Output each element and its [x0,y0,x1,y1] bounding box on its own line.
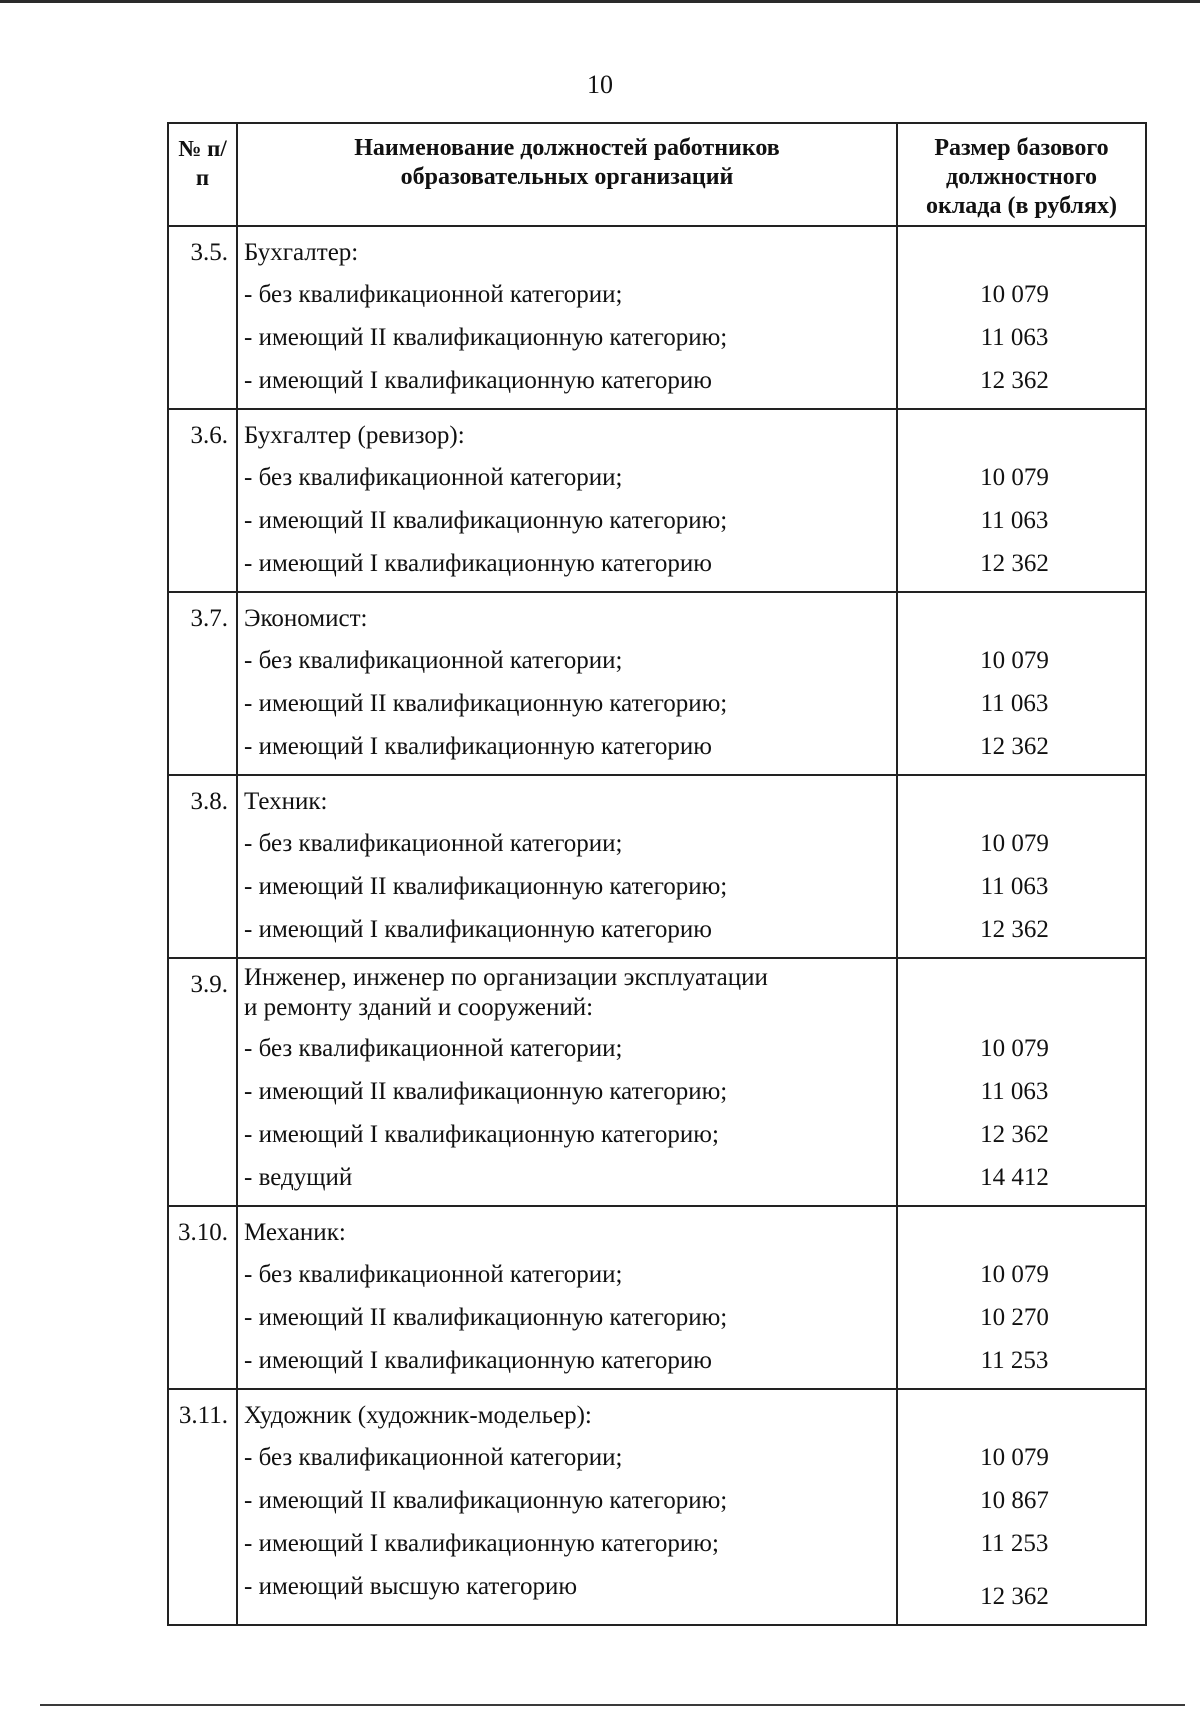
position-title: Механик: [244,1219,346,1246]
salary-value: 12 362 [980,367,1049,394]
value-spacer [904,414,1139,456]
position-title: Экономист: [244,605,368,632]
value-spacer [904,963,1139,993]
position-item: - без квалификационной категории; [244,281,623,308]
position-item: - имеющий II квалификационную категорию; [244,690,728,717]
salary-value: 12 362 [980,1583,1049,1610]
section-number: 3.8. [168,775,237,958]
section-salaries [897,409,1146,592]
value-spacer [904,1211,1139,1253]
salary-value: 10 270 [980,1304,1049,1331]
section-positions [237,775,897,958]
position-item: - имеющий I квалификационную категорию [244,916,712,943]
position-item: - имеющий II квалификационную категорию; [244,1304,728,1331]
position-item: - имеющий высшую категорию [244,1573,578,1600]
section-positions [237,958,897,1206]
position-item: - имеющий II квалификационную категорию; [244,1078,728,1105]
section-number: 3.9. [168,958,237,1206]
section-positions [237,409,897,592]
section-number: 3.6. [168,409,237,592]
salary-value: 10 079 [980,1035,1049,1062]
section-salaries [897,1389,1146,1625]
position-item: - имеющий I квалификационную категорию [244,1347,712,1374]
position-title: Инженер, инженер по организации эксплуатации [244,964,768,991]
salary-value: 11 253 [980,1347,1049,1374]
section-row [168,592,1146,775]
position-item: - без квалификационной категории; [244,1035,623,1062]
salary-value: 11 063 [980,1078,1049,1105]
header-base-salary: Размер базового должностного оклада (в рублях) [897,123,1146,226]
salary-value: 12 362 [980,733,1049,760]
salary-value: 12 362 [980,550,1049,577]
position-title: Техник: [244,788,328,815]
position-title: Бухгалтер (ревизор): [244,422,465,449]
position-title: Бухгалтер: [244,239,359,266]
position-item: - имеющий I квалификационную категорию; [244,1530,719,1557]
section-salaries [897,1206,1146,1389]
section-positions [237,226,897,409]
section-number: 3.5. [168,226,237,409]
position-item: - без квалификационной категории; [244,1444,623,1471]
salary-value: 11 253 [980,1530,1049,1557]
position-item: - имеющий II квалификационную категорию; [244,873,728,900]
position-item: - без квалификационной категории; [244,464,623,491]
position-title: Художник (художник-модельер): [244,1402,592,1429]
section-row [168,958,1146,1206]
section-salaries [897,958,1146,1206]
section-salaries [897,775,1146,958]
section-number: 3.10. [168,1206,237,1389]
salary-table [167,122,1147,1626]
salary-value: 10 867 [980,1487,1049,1514]
table-body [168,226,1146,1625]
salary-value: 10 079 [980,464,1049,491]
position-item: - без квалификационной категории; [244,647,623,674]
section-row [168,1389,1146,1625]
section-salaries [897,592,1146,775]
position-item: - имеющий II квалификационную категорию; [244,507,728,534]
salary-value: 12 362 [980,1121,1049,1148]
position-item: - имеющий I квалификационную категорию; [244,1121,719,1148]
salary-value: 11 063 [980,873,1049,900]
salary-value: 10 079 [980,647,1049,674]
salary-value: 10 079 [980,830,1049,857]
salary-value: 11 063 [980,324,1049,351]
salary-value: 10 079 [980,1444,1049,1471]
position-item: - имеющий II квалификационную категорию; [244,324,728,351]
value-spacer [904,1394,1139,1436]
section-number: 3.11. [168,1389,237,1625]
value-spacer [904,993,1139,1023]
position-title: и ремонту зданий и сооружений: [244,994,594,1021]
section-salaries [897,226,1146,409]
value-spacer [904,231,1139,273]
salary-value: 10 079 [980,1261,1049,1288]
position-item: - имеющий II квалификационную категорию; [244,1487,728,1514]
salary-value: 12 362 [980,916,1049,943]
section-number: 3.7. [168,592,237,775]
salary-value: 11 063 [980,507,1049,534]
position-item: - без квалификационной категории; [244,830,623,857]
position-item: - ведущий [244,1164,353,1191]
salary-value: 10 079 [980,281,1049,308]
scan-border-top [0,0,1200,3]
section-row [168,409,1146,592]
section-positions [237,1206,897,1389]
value-spacer [904,780,1139,822]
position-item: - имеющий I квалификационную категорию [244,733,712,760]
section-row [168,775,1146,958]
section-positions [237,592,897,775]
position-item: - имеющий I квалификационную категорию [244,367,712,394]
page-number: 10 [587,70,613,99]
salary-value: 11 063 [980,690,1049,717]
salary-value: 14 412 [980,1164,1049,1191]
header-number: № п/п [168,123,237,226]
position-item: - имеющий I квалификационную категорию [244,550,712,577]
position-item: - без квалификационной категории; [244,1261,623,1288]
section-row [168,226,1146,409]
section-row [168,1206,1146,1389]
scan-border-bottom [40,1704,1185,1706]
value-spacer [904,597,1139,639]
section-positions [237,1389,897,1625]
table-header-row [168,123,1146,226]
header-position-name: Наименование должностей работников образовательных организаций [237,123,897,226]
